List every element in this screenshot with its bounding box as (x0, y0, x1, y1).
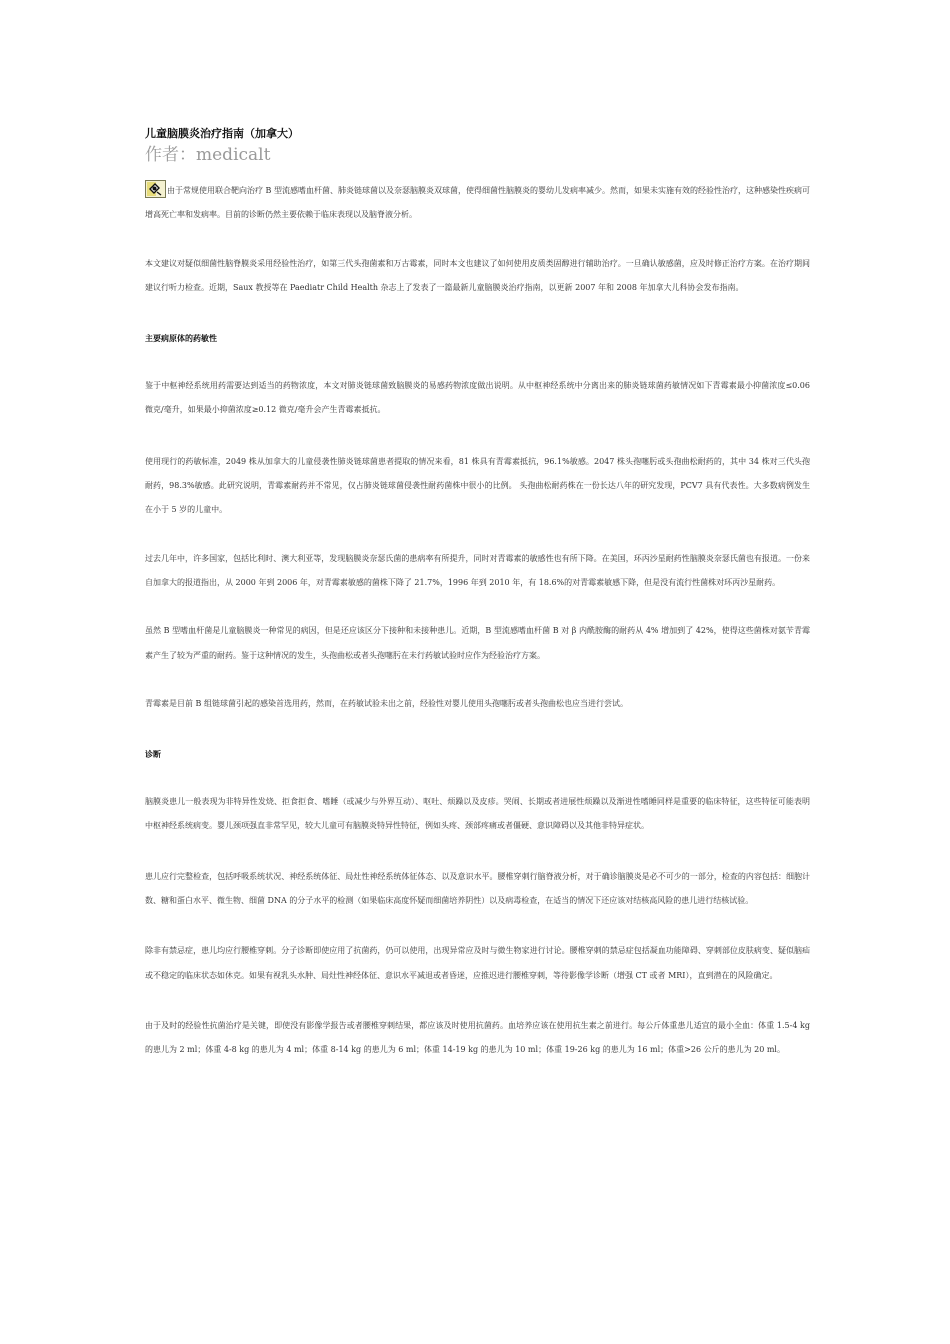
paragraph: 鉴于中枢神经系统用药需要达到适当的药物浓度，本文对肺炎链球菌致脑膜炎的易感药物浓度做出说明。从中枢神经系统中分离出来的肺炎链球菌药敏情况如下青霉素最小抑菌浓度≤0.06 微克/毫升，如果最小抑菌浓度≥0.12 微克/毫升会产生青霉素抵抗。 (145, 381, 810, 415)
document-title: 儿童脑膜炎治疗指南（加拿大） (145, 127, 299, 140)
paragraph: 除非有禁忌症，患儿均应行腰椎穿刺。分子诊断即使应用了抗菌药，仍可以使用，出现异常应及时与微生物家进行讨论。腰椎穿刺的禁忌症包括凝血功能障碍、穿刺部位皮肤病变、疑似脑疝或不稳定的临床状态如休克。如果有视乳头水肿、局灶性神经体征、意识水平减退或者昏迷，应推迟进行腰椎穿刺，等待影像学诊断（增强 CT 或者 MRI），直到潜在的风险确定。 (145, 946, 810, 980)
paragraph: 本文建议对疑似细菌性脑脊膜炎采用经验性治疗，如第三代头孢菌素和万古霉素，同时本文也建议了如何使用皮质类固醇进行辅助治疗。一旦确认敏感菌，应及时修正治疗方案。在治疗期间建议行听力检查。近期，Saux 教授等在 Paediatr Child Health 杂志上了发表了一篇最新儿童脑膜炎治疗指南，以更新 2007 年和 2008 年加拿大儿科协会发布指南。 (145, 258, 810, 292)
section-heading-susceptibility: 主要病原体的药敏性 (145, 334, 217, 344)
document-author: 作者：medicalt (145, 145, 271, 165)
paragraph-text: 由于常规使用联合靶向治疗 B 型流感嗜血杆菌、肺炎链球菌以及奈瑟脑膜炎双球菌，使得细菌性脑膜炎的婴幼儿发病率减少。然而，如果未实施有效的经验性治疗，这种感染性疾病可增高死亡率和发病率。目前的诊断仍然主要依赖于临床表现以及脑脊液分析。 (145, 186, 810, 220)
section-heading-diagnosis: 诊断 (145, 750, 161, 760)
paragraph: 虽然 B 型嗜血杆菌是儿童脑膜炎一种常见的病因，但是还应该区分下接种和未接种患儿。近期，B 型流感嗜血杆菌 B 对 β 内酰胺酶的耐药从 4% 增加到了 42%，使得这些菌株对氨苄青霉素产生了较为严重的耐药。鉴于这种情况的发生，头孢曲松或者头孢噻肟在未行药敏试验时应作为经验治疗方案。 (145, 626, 810, 660)
paragraph-intro (145, 179, 810, 228)
paragraph: 青霉素是目前 B 组链球菌引起的感染首选用药，然而，在药敏试验未出之前，经验性对婴儿使用头孢噻肟或者头孢曲松也应当进行尝试。 (145, 698, 628, 708)
document-body (145, 127, 810, 1063)
paragraph: 过去几年中，许多国家，包括比利时、澳大利亚等，发现脑膜炎奈瑟氏菌的患病率有所提升，同时对青霉素的敏感性也有所下降。在美国，环丙沙星耐药性脑膜炎奈瑟氏菌也有报道。一份来自加拿大的报道指出，从 2000 年到 2006 年，对青霉素敏感的菌株下降了 21.7%，1996 年到 2010 年，有 18.6%的对青霉素敏感下降，但是没有流行性菌株对环丙沙星耐药。 (145, 553, 810, 587)
paragraph: 患儿应行完整检查，包括呼吸系统状况、神经系统体征、局灶性神经系统体征体态、以及意识水平。腰椎穿刺行脑脊液分析，对于确诊脑膜炎是必不可少的一部分，检查的内容包括：细胞计数、糖和蛋白水平、微生物、细菌 DNA 的分子水平的检测（如果临床高度怀疑而细菌培养阴性）以及病毒检查，在适当的情况下还应该对结核高风险的患儿进行结核试验。 (145, 871, 810, 906)
paragraph: 使用现行的药敏标准，2049 株从加拿大的儿童侵袭性肺炎链球菌患者提取的情况来看，81 株具有青霉素抵抗，96.1%敏感。2047 株头孢噻肟或头孢曲松耐药的，其中 34 株对三代头孢耐药，98.3%敏感。此研究说明，青霉素耐药并不常见，仅占肺炎链球菌侵袭性耐药菌株中很小的比例。 头孢曲松耐药株在一份长达八年的研究发现，PCV7 具有代表性。大多数病例发生在小于 5 岁的儿童中。 (145, 456, 810, 515)
paragraph: 脑膜炎患儿一般表现为非特异性发烧、拒食拒食、嗜睡（或减少与外界互动）、呕吐、烦躁以及皮疹。哭闹、长期或者进展性烦躁以及渐进性嗜睡同样是重要的临床特征，这些特征可能表明中枢神经系统病变。婴儿颈项强直非常罕见，较大儿童可有脑膜炎特异性特征，例如头疼、颈部疼痛或者僵硬、意识障碍以及其他非特异症状。 (145, 797, 810, 831)
document-stamp-icon (145, 180, 166, 198)
paragraph: 由于及时的经验性抗菌治疗是关键，即使没有影像学报告或者腰椎穿刺结果，都应该及时使用抗菌药。血培养应该在使用抗生素之前进行。每公斤体重患儿适宜的最小全血：体重 1.5-4 kg 的患儿为 2 ml；体重 4-8 kg 的患儿为 4 ml；体重 8-14 kg 的患儿为 6 ml；体重 14-19 kg 的患儿为 10 ml；体重 19-26 kg 的患儿为 16 ml；体重>26 公斤的患儿为 20 ml。 (145, 1020, 810, 1055)
